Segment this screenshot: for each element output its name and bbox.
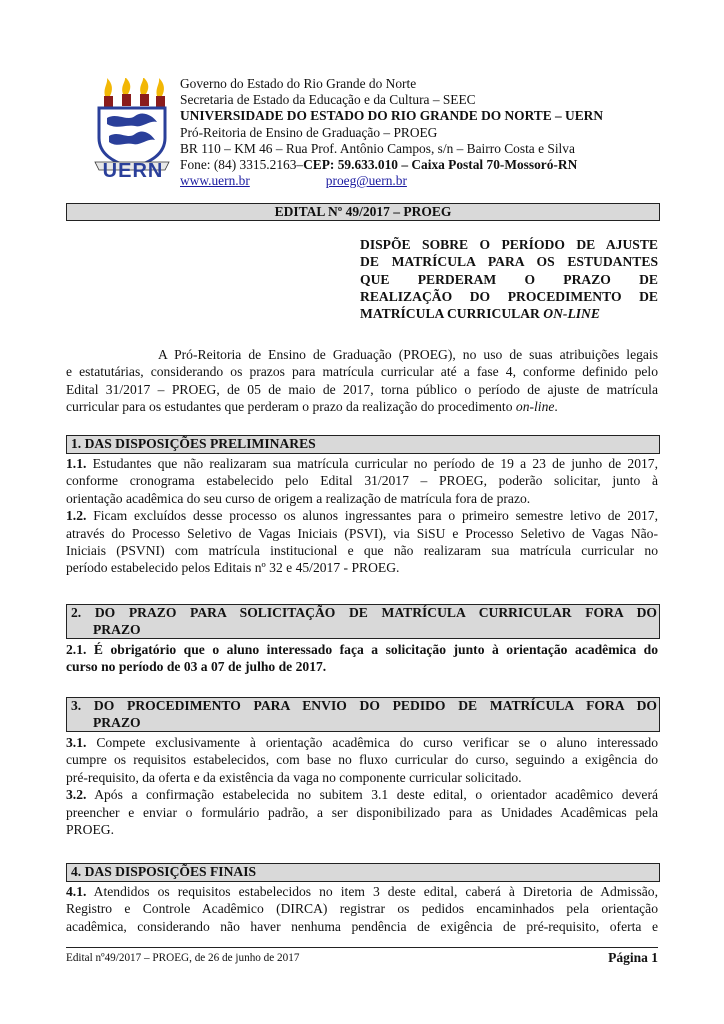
item-3-2: 3.2. Após a confirmação estabelecida no subitem 3.1 deste edital, o orientador acadêmico deverá [66,787,658,803]
item-2-1: 2.1. É obrigatório que o aluno interessado faça a solicitação junto à orientação acadêmica do [66,642,658,657]
ementa-line: QUE PERDERAM O PRAZO DE [360,271,658,287]
item-1-1: 1.1. Estudantes que não realizaram sua matrícula curricular no período de 19 a 23 de junho de 2017, [66,456,658,471]
header-line-secretariat: Secretaria de Estado da Educação e da Cultura – SEEC [180,92,476,108]
section-4-body: 4.1. Atendidos os requisitos estabelecidos no item 3 deste edital, caberá à Diretoria de Admissão, Registro e Controle Acadêmico (DIRCA) registrar os pedidos encaminhados pela orientação acadêmica, considerando não haver nenhuma pendência de exigência de pré-requisito, oferta e [66,884,658,934]
section-3-body: 3.1. Compete exclusivamente à orientação acadêmica do curso verificar se o aluno interessado cumpre os requisitos estabelecidos, com base no fluxo curricular do curso, seguindo a exigência do pré-requisito, da oferta e da existência da vaga no componente curricular solicitado. 3.2. Após a confirmação estabelecida no subitem 3.1 deste edital, o orientador acadêmico deverá preencher e enviar o formulário padrão, a ser disponibilizado para as Unidades Acadêmicas pela PROEG. [66,735,658,838]
phone-text: Fone: (84) 3315.2163– [180,157,304,173]
section-2-heading: 2. DO PRAZO PARA SOLICITAÇÃO DE MATRÍCULA CURRICULAR FORA DO PRAZO [66,604,660,639]
website-link[interactable]: www.uern.br [180,173,250,189]
header-line-contact [180,157,660,173]
edital-title: EDITAL Nº 49/2017 – PROEG [66,203,660,221]
item-4-1: 4.1. Atendidos os requisitos estabelecidos no item 3 deste edital, caberá à Diretoria de Admissão, [66,884,658,899]
ementa-line: DISPÕE SOBRE O PERÍODO DE AJUSTE [360,237,658,252]
ementa-line: REALIZAÇÃO DO PROCEDIMENTO DE [360,288,658,304]
header-line-government: Governo do Estado do Rio Grande do Norte [180,76,417,91]
section-3-heading: 3. DO PROCEDIMENTO PARA ENVIO DO PEDIDO DE MATRÍCULA FORA DO PRAZO [66,697,660,732]
header-line-university: UNIVERSIDADE DO ESTADO DO RIO GRANDE DO NORTE – UERN [180,108,603,124]
section-1-body: 1.1. Estudantes que não realizaram sua matrícula curricular no período de 19 a 23 de junho de 2017, conforme cronograma estabelecido pelo Edital 31/2017 – PROEG, poderão solicitar, junto à orientação acadêmica do seu curso de origem a realização de matrícula fora de prazo. 1.2. Ficam excluídos desse processo os alunos ingressantes para o primeiro semestre letivo de 2017, através do Processo Seletivo de Vagas Iniciais (PSVI), via SiSU e Processo Seletivo de Vagas Não- Iniciais (PSVNI) com matrícula institucional e que não realizaram sua matrícula curricular no período estabelecido pelos Editais nº 32 e 45/2017 - PROEG. [66,456,658,576]
header-line-address: BR 110 – KM 46 – Rua Prof. Antônio Campos, s/n – Bairro Costa e Silva [180,140,575,156]
section-4-heading: 4. DAS DISPOSIÇÕES FINAIS [66,863,660,882]
footer-edital-reference: Edital nº49/2017 – PROEG, de 26 de junho de 2017 [66,952,300,964]
footer-divider [66,947,658,948]
intro-paragraph: A Pró-Reitoria de Ensino de Graduação (PROEG), no uso de suas atribuições legais e estatutárias, considerando os prazos para matrícula curricular até a fase 4, conforme definido pelo Edital 31/2017 – PROEG, de 05 de maio de 2017, torna público o período de ajuste de matrícula curricular para os estudantes que perderam o prazo da realização do procedimento on-line. [66,347,658,415]
cep-text: CEP: 59.633.010 – Caixa Postal 70-Mossoró-RN [303,157,578,173]
ementa-line: DE MATRÍCULA PARA OS ESTUDANTES [360,254,658,270]
header-links [180,173,660,189]
ementa-block [360,236,658,322]
logo-text: UERN [102,160,164,182]
header-line-proeg: Pró-Reitoria de Ensino de Graduação – PROEG [180,124,438,140]
item-1-2: 1.2. Ficam excluídos desse processo os alunos ingressantes para o primeiro semestre letivo de 2017, [66,508,658,524]
section-1-heading: 1. DAS DISPOSIÇÕES PRELIMINARES [66,435,660,454]
page-number: Página 1 [608,950,658,965]
section-2-body: 2.1. É obrigatório que o aluno interessado faça a solicitação junto à orientação acadêmica do curso no período de 03 a 07 de julho de 2017. [66,642,658,675]
ementa-line: MATRÍCULA CURRICULAR ON-LINE [360,306,600,322]
email-link[interactable]: proeg@uern.br [325,173,407,189]
institution-header [180,76,660,189]
item-3-1: 3.1. Compete exclusivamente à orientação acadêmica do curso verificar se o aluno interessado [66,735,658,750]
